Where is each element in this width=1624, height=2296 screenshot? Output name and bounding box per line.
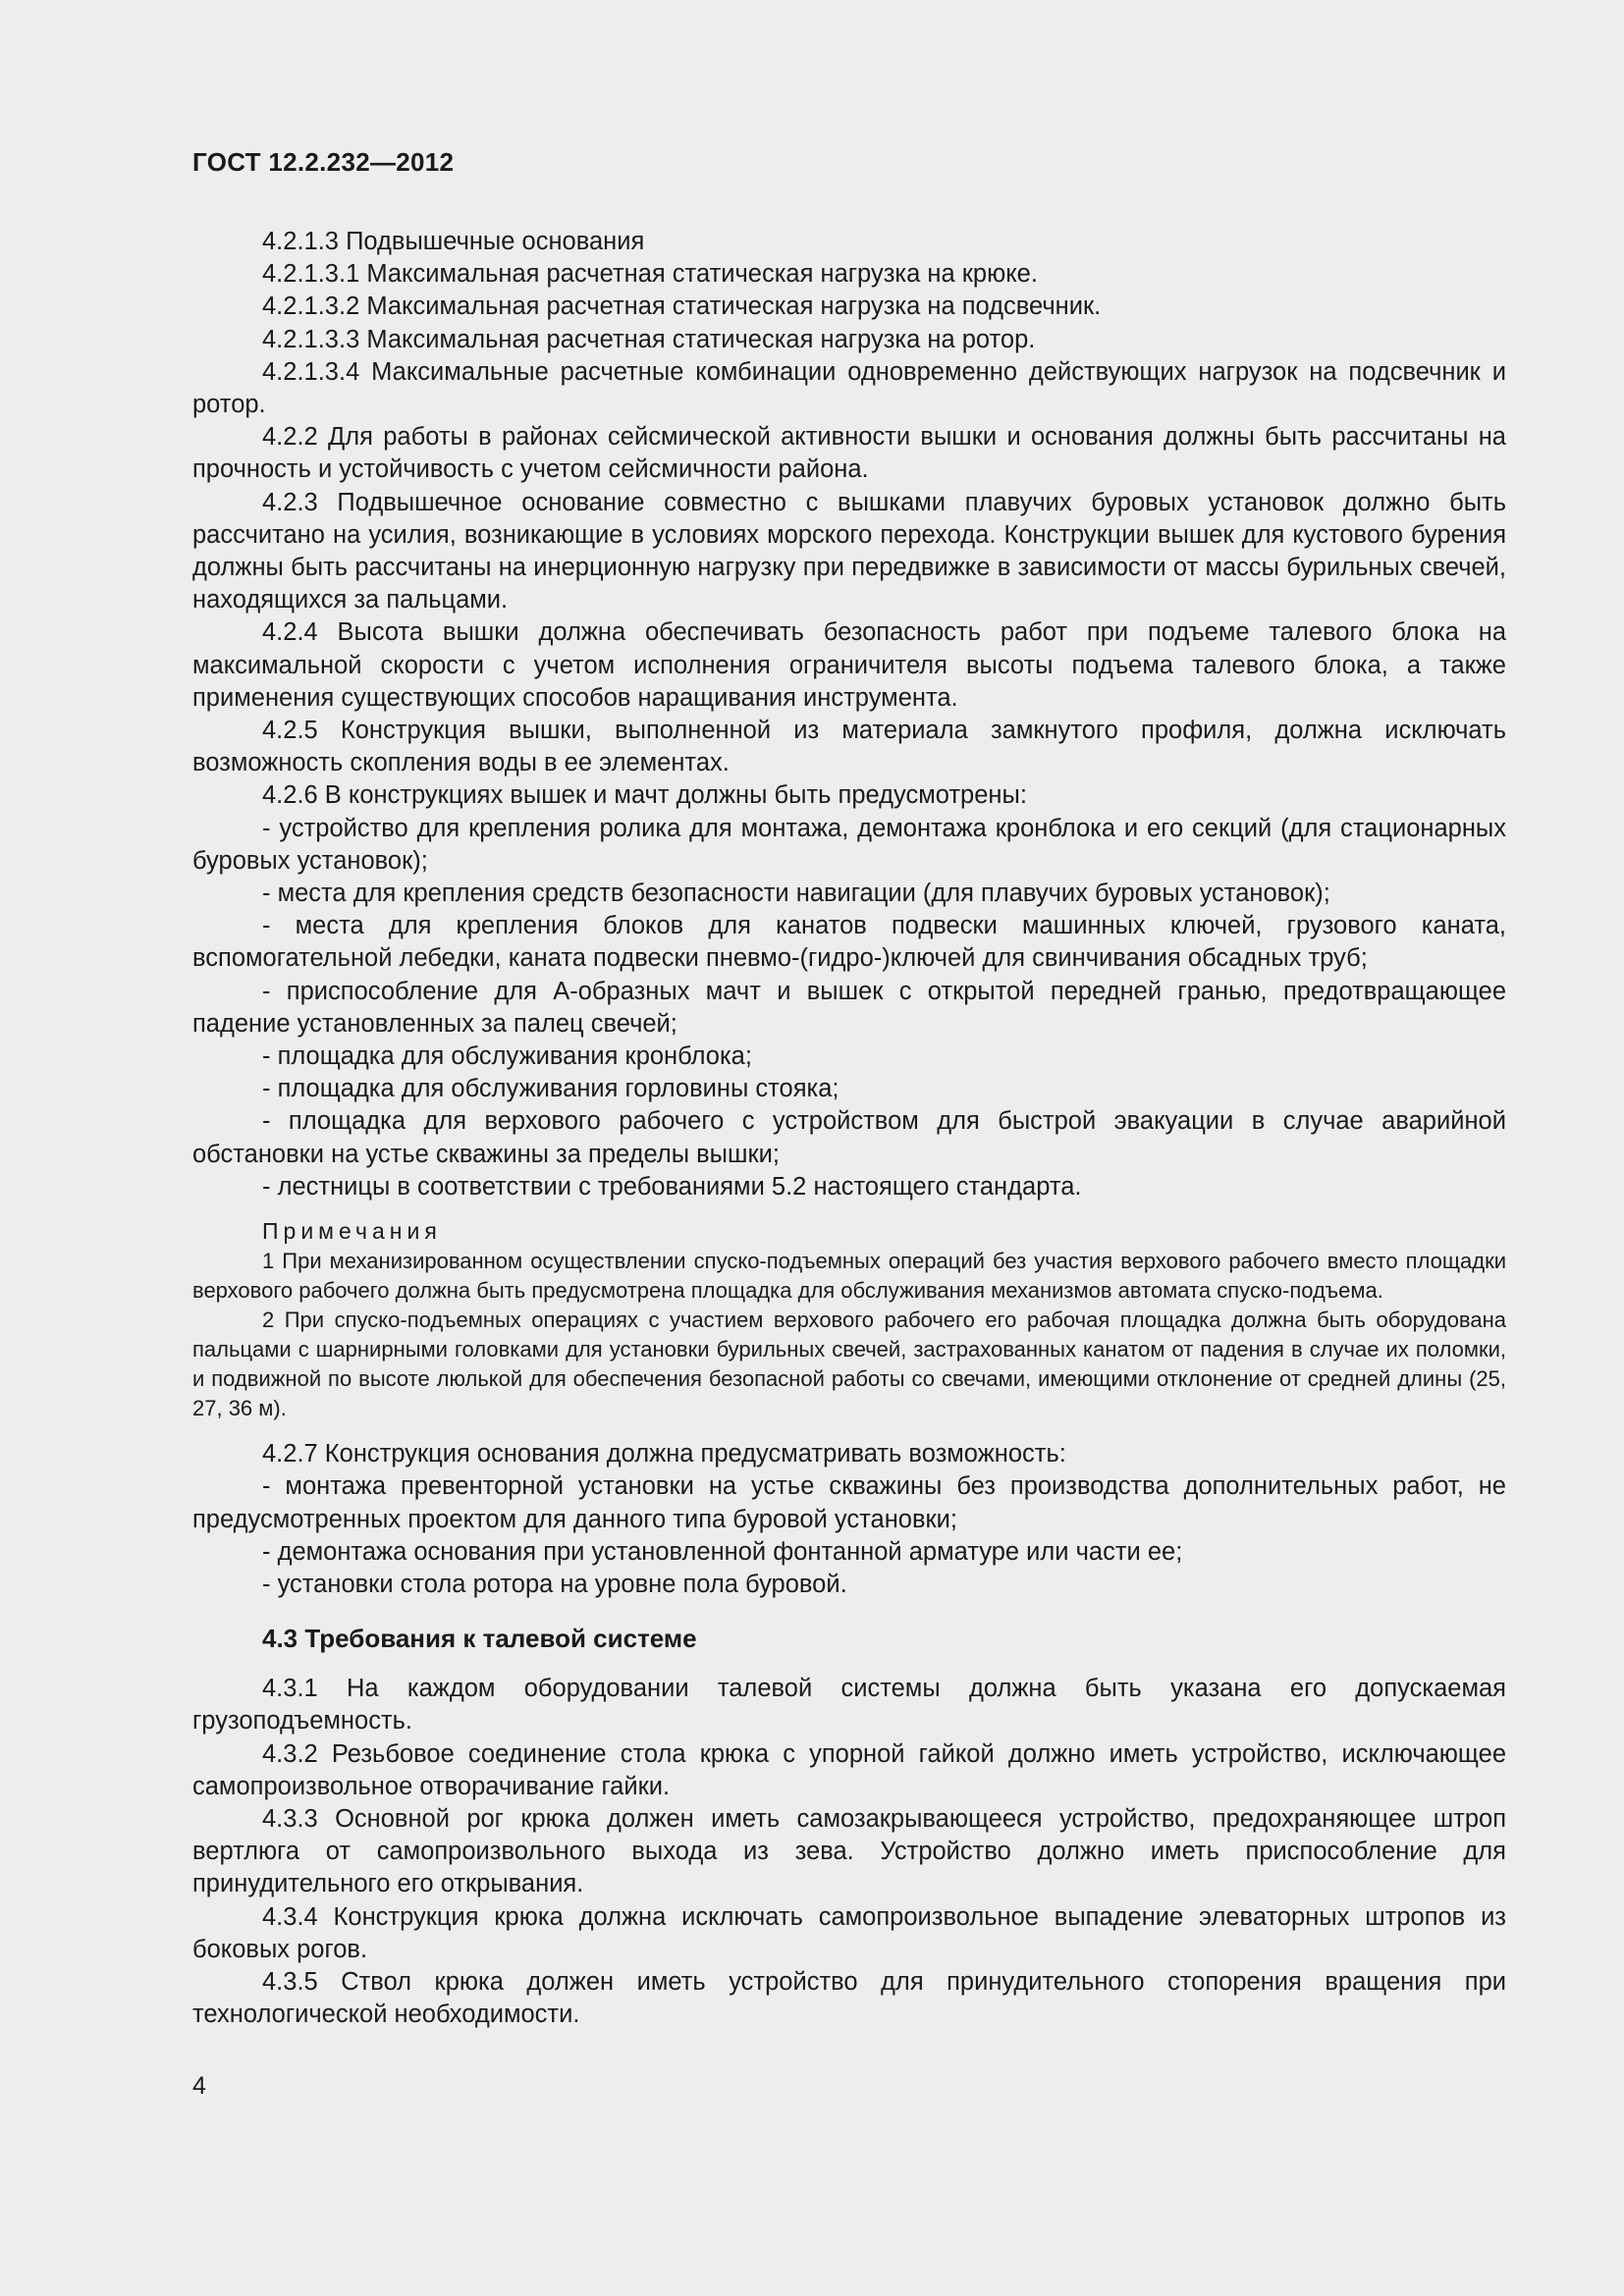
page-content <box>192 226 1506 2031</box>
paragraph-4-2-1-3-1: 4.2.1.3.1 Максимальная расчетная статическая нагрузка на крюке. <box>262 260 1038 289</box>
paragraph-4-2-1-3: 4.2.1.3 Подвышечные основания <box>262 228 645 255</box>
paragraph-4-2-3: 4.2.3 Подвышечное основание совместно с вышками плавучих буровых установок должно быть рассчитано на усилия, возникающие в условиях морского перехода. Конструкции вышек для кустового бурения должны быть рассчитаны на инерционную нагрузку при передвижке в зависимости от массы бурильных свечей, находящихся за пальцами. <box>192 488 1506 614</box>
list-item-base-dismantling: - демонтажа основания при установленной фонтанной арматуре или части ее; <box>262 1537 1183 1566</box>
paragraph-4-2-1-3-3: 4.2.1.3.3 Максимальная расчетная статическая нагрузка на ротор. <box>262 325 1036 353</box>
list-item-navigation-safety: - места для крепления средств безопасности навигации (для плавучих буровых установок); <box>262 880 1330 908</box>
paragraph-4-2-6: 4.2.6 В конструкциях вышек и мачт должны быть предусмотрены: <box>262 781 1027 810</box>
list-item-block-mounts: - места для крепления блоков для канатов подвески машинных ключей, грузового каната, вспомогательной лебедки, каната подвески пневмо-(гидро-)ключей для свинчивания обсадных труб; <box>192 912 1506 973</box>
list-item-crown-roller: - устройство для крепления ролика для монтажа, демонтажа кронблока и его секций (для стационарных буровых установок); <box>192 814 1506 875</box>
paragraph-4-2-5: 4.2.5 Конструкция вышки, выполненной из материала замкнутого профиля, должна исключать возможность скопления воды в ее элементах. <box>192 717 1506 777</box>
document-code-header: ГОСТ 12.2.232—2012 <box>192 147 455 177</box>
paragraph-4-3-4: 4.3.4 Конструкция крюка должна исключать самопроизвольное выпадение элеваторных штропов из боковых рогов. <box>192 1902 1506 1963</box>
paragraph-4-3-2: 4.3.2 Резьбовое соединение стола крюка с упорной гайкой должно иметь устройство, исключающее самопроизвольное отворачивание гайки. <box>192 1739 1506 1800</box>
list-item-standpipe-platform: - площадка для обслуживания горловины стояка; <box>262 1075 839 1103</box>
list-item-crown-platform: - площадка для обслуживания кронблока; <box>262 1042 752 1071</box>
note-2: 2 При спуско-подъемных операциях с участием верхового рабочего его рабочая площадка должна быть оборудована пальцами с шарнирными головками для установки бурильных свечей, застрахованных канатом от падения в случае их поломки, и подвижной по высоте люлькой для обеспечения безопасной работы со свечами, имеющими отклонение от средней длины (25, 27, 36 м). <box>192 1308 1506 1421</box>
list-item-a-frame-device: - приспособление для А-образных мачт и вышек с открытой передней гранью, предотвращающее падение установленных за палец свечей; <box>192 977 1506 1038</box>
paragraph-4-3-5: 4.3.5 Ствол крюка должен иметь устройство для принудительного стопорения вращения при технологической необходимости. <box>192 1967 1506 2029</box>
note-1: 1 При механизированном осуществлении спуско-подъемных операций без участия верхового рабочего вместо площадки верхового рабочего должна быть предусмотрена площадка для обслуживания механизмов автомата спуско-подъема. <box>192 1249 1506 1304</box>
section-heading-4-3: 4.3 Требования к талевой системе <box>262 1624 697 1654</box>
list-item-rotary-table: - установки стола ротора на уровне пола буровой. <box>262 1570 847 1598</box>
paragraph-4-2-1-3-2: 4.2.1.3.2 Максимальная расчетная статическая нагрузка на подсвечник. <box>262 293 1102 321</box>
paragraph-4-2-7: 4.2.7 Конструкция основания должна предусматривать возможность: <box>262 1440 1066 1468</box>
paragraph-4-3-3: 4.3.3 Основной рог крюка должен иметь самозакрывающееся устройство, предохраняющее штроп вертлюга от самопроизвольного выхода из зева. Устройство должно иметь приспособление для принудительного его открывания. <box>192 1804 1506 1898</box>
list-item-derrickman-platform: - площадка для верхового рабочего с устройством для быстрой эвакуации в случае аварийной обстановки на устье скважины за пределы вышки; <box>192 1107 1506 1168</box>
notes-title: Примечания <box>262 1218 442 1245</box>
paragraph-4-2-4: 4.2.4 Высота вышки должна обеспечивать безопасность работ при подъеме талевого блока на максимальной скорости с учетом исполнения ограничителя высоты подъема талевого блока, а также применения существующих способов наращивания инструмента. <box>192 618 1506 712</box>
list-item-preventer-install: - монтажа превенторной установки на устье скважины без производства дополнительных работ, не предусмотренных проектом для данного типа буровой установки; <box>192 1472 1506 1533</box>
page-number: 4 <box>192 2072 206 2100</box>
paragraph-4-3-1: 4.3.1 На каждом оборудовании талевой системы должна быть указана его допускаемая грузоподъемность. <box>192 1675 1506 1735</box>
list-item-ladders: - лестницы в соответствии с требованиями 5.2 настоящего стандарта. <box>262 1172 1082 1201</box>
paragraph-4-2-2: 4.2.2 Для работы в районах сейсмической активности вышки и основания должны быть рассчитаны на прочность и устойчивость с учетом сейсмичности района. <box>192 423 1506 484</box>
paragraph-4-2-1-3-4: 4.2.1.3.4 Максимальные расчетные комбинации одновременно действующих нагрузок на подсвечник и ротор. <box>192 357 1506 419</box>
